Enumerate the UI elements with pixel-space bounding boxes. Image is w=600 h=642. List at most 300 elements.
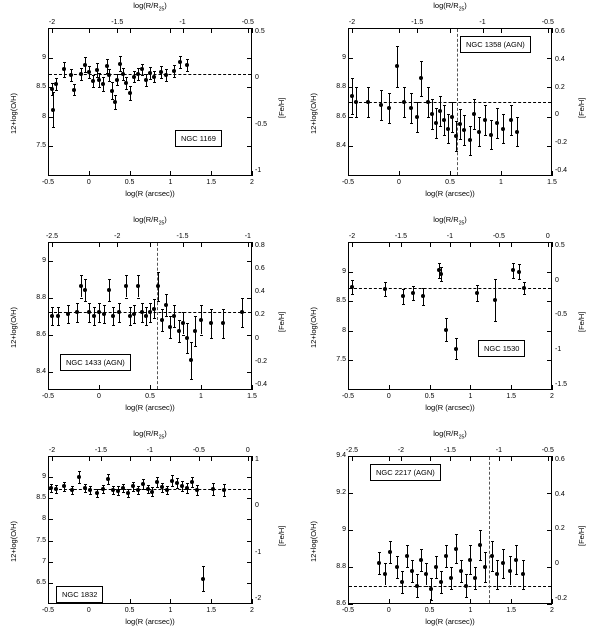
x-top-tick (499, 242, 500, 247)
error-bar-cap (518, 264, 521, 265)
error-bar-cap (80, 68, 83, 69)
error-bar-cap (145, 86, 148, 87)
error-bar-cap (241, 298, 244, 299)
y-tick (48, 477, 53, 478)
error-bar-cap (71, 486, 74, 487)
x-tick (470, 385, 471, 390)
error-bar-cap (473, 129, 476, 130)
error-bar-cap (141, 303, 144, 304)
data-point (459, 569, 463, 573)
plot-area (48, 28, 252, 176)
y-tick (247, 58, 252, 59)
error-bar-cap (171, 475, 174, 476)
y-tick (348, 301, 353, 302)
y-right-tick-label: -1 (255, 167, 262, 174)
error-bar-cap (455, 534, 458, 535)
error-bar-cap (111, 82, 114, 83)
error-bar-cap (186, 71, 189, 72)
y-right-tick-label: 0.4 (255, 288, 265, 296)
error-bar-cap (463, 115, 466, 116)
x-tick (201, 385, 202, 390)
x-tick (348, 242, 349, 247)
error-bar-cap (71, 494, 74, 495)
error-bar-cap (401, 593, 404, 594)
error-bar-cap (402, 289, 405, 290)
error-bar-cap (509, 556, 512, 557)
data-point (97, 78, 101, 82)
error-bar-cap (412, 300, 415, 301)
error-bar-cap (435, 138, 438, 139)
x-tick-label: 2 (550, 393, 554, 400)
y-tick-label: 9.2 (336, 489, 346, 496)
error-bar-cap (119, 56, 122, 57)
error-bar-cap (222, 309, 225, 310)
vertical-reference-line (157, 243, 158, 389)
y-right-tick-label: 0.4 (555, 490, 565, 498)
y-tick (348, 530, 353, 531)
x-top-tick (150, 456, 151, 461)
x-tick (48, 28, 49, 33)
error-bar-cap (416, 597, 419, 598)
x-top-tick (199, 456, 200, 461)
x-top-tick-label: -1 (244, 233, 251, 240)
error-bar-cap (176, 478, 179, 479)
x-tick-label: -0.5 (41, 179, 55, 186)
y-tick (547, 58, 552, 59)
galaxy-label: NGC 2217 (AGN) (370, 464, 441, 481)
y-tick-label: 9 (42, 256, 46, 264)
x-top-tick-label: -2 (397, 447, 405, 454)
error-bar-cap (141, 64, 144, 65)
data-point (509, 118, 513, 122)
error-bar-cap (63, 491, 66, 492)
error-bar-cap (420, 549, 423, 550)
x-top-tick-label: 0 (545, 233, 550, 240)
error-bar-cap (523, 294, 526, 295)
error-bar-cap (455, 338, 458, 339)
data-point (118, 62, 122, 66)
y-tick (348, 456, 353, 457)
y-tick (247, 87, 252, 88)
error-bar-cap (388, 123, 391, 124)
y-tick (547, 331, 552, 332)
x-tick (511, 599, 512, 604)
error-bar-cap (515, 545, 518, 546)
data-point (444, 554, 448, 558)
error-bar-cap (351, 78, 354, 79)
data-point (478, 543, 482, 547)
x-top-tick-label: -2 (48, 447, 56, 454)
error-bar-cap (149, 79, 152, 80)
error-bar-cap (112, 307, 115, 308)
x-top-tick (548, 28, 549, 33)
error-bar-cap (212, 495, 215, 496)
y-right-axis-label: [Fe/H] (577, 97, 586, 118)
data-point (508, 569, 512, 573)
error-bar-cap (223, 484, 226, 485)
x-tick (252, 28, 253, 33)
error-bar-cap (176, 488, 179, 489)
error-bar-cap (443, 135, 446, 136)
error-bar-cap (161, 492, 164, 493)
error-bar-cap (420, 571, 423, 572)
data-point (146, 487, 150, 491)
error-bar-cap (102, 485, 105, 486)
error-bar-cap (133, 305, 136, 306)
x-tick (48, 171, 49, 176)
error-bar-cap (516, 146, 519, 147)
x-tick (170, 456, 171, 461)
error-bar-cap (494, 321, 497, 322)
y-tick-label: 9 (42, 473, 46, 481)
x-top-tick-label: 0 (245, 447, 250, 454)
y-tick (247, 519, 252, 520)
data-point (105, 64, 109, 68)
error-bar-cap (476, 285, 479, 286)
error-bar-cap (165, 316, 168, 317)
x-top-tick-label: -0.5 (541, 447, 554, 454)
x-tick (252, 385, 253, 390)
error-bar-cap (93, 307, 96, 308)
data-point (439, 272, 443, 276)
error-bar-cap (431, 99, 434, 100)
error-bar-cap (443, 105, 446, 106)
y-right-tick-label: 0.8 (255, 241, 265, 249)
error-bar-cap (401, 571, 404, 572)
x-top-tick-label: -1 (479, 19, 486, 26)
x-tick-label: 2 (250, 179, 254, 186)
data-point (110, 89, 114, 93)
error-bar-cap (196, 495, 199, 496)
x-tick (211, 171, 212, 176)
error-bar-cap (89, 486, 92, 487)
error-bar-cap (430, 600, 433, 601)
y-tick (48, 261, 53, 262)
data-point (199, 318, 203, 322)
data-point (495, 572, 499, 576)
data-point (177, 329, 181, 333)
error-bar-cap (161, 331, 164, 332)
x-tick (348, 28, 349, 33)
error-bar-cap (55, 78, 58, 79)
error-bar-cap (133, 71, 136, 72)
x-tick (399, 171, 400, 176)
error-bar-cap (510, 135, 513, 136)
y-tick-label: 7.5 (36, 536, 46, 544)
y-tick (247, 562, 252, 563)
x-tick (48, 599, 49, 604)
error-bar-cap (141, 75, 144, 76)
y-right-tick-label: -0.2 (555, 139, 568, 147)
data-point (185, 63, 189, 67)
y-tick (547, 604, 552, 605)
data-point (72, 88, 76, 92)
error-bar-cap (389, 541, 392, 542)
data-point (152, 307, 156, 311)
y-tick (547, 117, 552, 118)
error-bar-cap (52, 127, 55, 128)
error-bar-cap (194, 346, 197, 347)
error-bar-cap (114, 95, 117, 96)
error-bar-cap (98, 322, 101, 323)
y-right-tick-label: 0 (255, 502, 259, 510)
error-bar-cap (439, 126, 442, 127)
error-bar-cap (107, 484, 110, 485)
error-bar-cap (502, 549, 505, 550)
x-top-tick (548, 242, 549, 247)
x-top-tick-label: -1.5 (394, 233, 407, 240)
error-bar-cap (88, 303, 91, 304)
x-tick (552, 385, 553, 390)
x-tick-label: 1 (199, 393, 203, 400)
data-point (395, 565, 399, 569)
error-bar-cap (212, 483, 215, 484)
y-tick (547, 530, 552, 531)
error-bar-cap (88, 322, 91, 323)
error-bar-cap (132, 491, 135, 492)
data-point (185, 336, 189, 340)
error-bar-cap (165, 294, 168, 295)
error-bar-cap (190, 379, 193, 380)
error-bar-cap (478, 117, 481, 118)
data-point (201, 577, 205, 581)
x-tick-label: 0 (386, 607, 391, 614)
y-tick (547, 272, 552, 273)
error-bar-cap (416, 102, 419, 103)
error-bar-cap (512, 263, 515, 264)
y-tick-label: 8.5 (36, 494, 46, 502)
data-point (501, 127, 505, 131)
error-bar-cap (474, 589, 477, 590)
error-bar-cap (157, 301, 160, 302)
error-bar-cap (384, 586, 387, 587)
x-tick-label: 0 (386, 393, 391, 400)
error-bar-cap (112, 494, 115, 495)
error-bar-cap (396, 46, 399, 47)
vertical-reference-line (489, 457, 490, 603)
y-tick (247, 477, 252, 478)
data-point (454, 547, 458, 551)
data-point (175, 481, 179, 485)
y-tick (348, 604, 353, 605)
x-top-tick-label: -2 (48, 19, 56, 26)
x-top-tick-label: -2 (348, 19, 356, 26)
error-bar-cap (425, 563, 428, 564)
error-bar-cap (125, 298, 128, 299)
error-bar-cap (411, 560, 414, 561)
x-top-tick (117, 28, 118, 33)
error-bar-cap (129, 86, 132, 87)
error-bar-cap (78, 471, 81, 472)
data-point (464, 584, 468, 588)
horizontal-reference-line (349, 288, 551, 289)
y-right-tick-label: 0 (255, 74, 259, 82)
data-point (449, 576, 453, 580)
y-tick (48, 372, 53, 373)
y-tick (48, 146, 53, 147)
error-bar-cap (402, 304, 405, 305)
x-tick-label: 0.5 (445, 179, 455, 186)
x-tick-label: 1.5 (547, 179, 557, 186)
error-bar-cap (431, 129, 434, 130)
error-bar-cap (445, 567, 448, 568)
y-tick (348, 331, 353, 332)
error-bar-cap (156, 477, 159, 478)
error-bar-cap (459, 139, 462, 140)
error-bar-cap (491, 571, 494, 572)
galaxy-label: NGC 1832 (56, 586, 103, 603)
x-top-tick (183, 28, 184, 33)
x-tick-label: 0.5 (145, 393, 155, 400)
x-top-tick (117, 242, 118, 247)
data-point (438, 109, 442, 113)
error-bar-cap (512, 278, 515, 279)
x-tick (450, 28, 451, 33)
x-tick-label: 0.5 (424, 607, 435, 614)
x-top-tick-label: -1.5 (176, 233, 189, 240)
error-bar-cap (435, 108, 438, 109)
error-bar-cap (165, 69, 168, 70)
chart-panel (300, 428, 600, 642)
y-tick-label: 8 (42, 515, 46, 523)
data-point (450, 115, 454, 119)
error-bar-cap (378, 574, 381, 575)
y-tick-label: 9 (42, 53, 46, 61)
data-point (83, 486, 87, 490)
y-right-tick-label: -0.4 (255, 381, 268, 388)
x-tick (511, 385, 512, 390)
x-axis-label: log(R (arcsec)) (125, 617, 175, 626)
x-top-tick (52, 28, 53, 33)
y-tick (348, 58, 353, 59)
x-tick-label: 1 (499, 179, 503, 186)
error-bar-cap (117, 495, 120, 496)
error-bar-cap (384, 282, 387, 283)
y-right-tick-label: 0.2 (555, 83, 565, 91)
error-bar-cap (137, 494, 140, 495)
error-bar-cap (137, 275, 140, 276)
error-bar-cap (355, 117, 358, 118)
error-bar-cap (92, 75, 95, 76)
data-point (211, 487, 215, 491)
chart-panel (300, 214, 600, 428)
error-bar-cap (112, 486, 115, 487)
x-tick-label: 1.5 (206, 607, 217, 614)
error-bar-cap (411, 582, 414, 583)
error-bar-cap (178, 320, 181, 321)
y-tick-label: 8.8 (36, 293, 46, 301)
error-bar-cap (473, 99, 476, 100)
error-bar-cap (137, 298, 140, 299)
x-top-axis-label: $\log(R/R_{25})$ (433, 429, 467, 441)
x-tick-label: 0 (86, 607, 91, 614)
x-top-tick-label: -2.5 (345, 447, 359, 454)
error-bar-cap (484, 135, 487, 136)
x-tick-label: 0.5 (424, 393, 435, 400)
y-tick-label: 9 (342, 267, 346, 275)
x-top-tick-label: -1.5 (443, 447, 456, 454)
x-tick (130, 599, 131, 604)
y-right-tick-label: 0.6 (555, 27, 565, 35)
error-bar-cap (478, 146, 481, 147)
error-bar-cap (173, 305, 176, 306)
error-bar-cap (440, 281, 443, 282)
error-bar-cap (84, 492, 87, 493)
x-top-tick (401, 242, 402, 247)
x-tick-label: -0.5 (341, 393, 355, 400)
error-bar-cap (484, 105, 487, 106)
error-bar-cap (186, 353, 189, 354)
error-bar-cap (396, 578, 399, 579)
y-tick-label: 8 (342, 326, 346, 334)
error-bar-cap (380, 120, 383, 121)
x-tick (211, 599, 212, 604)
error-bar-cap (384, 563, 387, 564)
error-bar-cap (435, 556, 438, 557)
y-tick (348, 567, 353, 568)
data-point (387, 106, 391, 110)
error-bar-cap (55, 90, 58, 91)
x-tick (211, 28, 212, 33)
x-axis-label: log(R (arcsec)) (425, 617, 475, 626)
error-bar-cap (447, 143, 450, 144)
x-top-tick-label: -1 (179, 19, 186, 26)
error-bar-cap (351, 294, 354, 295)
x-tick (211, 456, 212, 461)
data-point (489, 133, 493, 137)
error-bar-cap (469, 126, 472, 127)
error-bar-cap (522, 589, 525, 590)
x-top-tick-label: -1.5 (111, 19, 124, 26)
data-point (446, 127, 450, 131)
error-bar-cap (406, 567, 409, 568)
x-tick (150, 385, 151, 390)
y-right-tick-label: 0.2 (255, 311, 265, 319)
x-top-tick-label: -2 (348, 233, 356, 240)
x-top-axis-label: $\log(R/R_{25})$ (133, 429, 167, 441)
y-tick-label: 7 (42, 557, 46, 565)
error-bar-cap (522, 560, 525, 561)
x-tick (552, 28, 553, 33)
x-tick-label: 0.5 (124, 607, 135, 614)
y-right-tick-label: 0.5 (555, 241, 565, 249)
error-bar-cap (355, 87, 358, 88)
y-tick-label: 9.4 (336, 452, 346, 459)
error-bar-cap (502, 114, 505, 115)
x-top-tick-label: -0.5 (241, 19, 254, 26)
error-bar-cap (494, 279, 497, 280)
error-bar-cap (476, 301, 479, 302)
error-bar-cap (147, 485, 150, 486)
error-bar-cap (98, 73, 101, 74)
error-bar-cap (241, 327, 244, 328)
data-point (439, 580, 443, 584)
x-tick (470, 599, 471, 604)
x-tick (89, 28, 90, 33)
error-bar-cap (412, 286, 415, 287)
error-bar-cap (80, 80, 83, 81)
x-tick (170, 171, 171, 176)
data-point (136, 488, 140, 492)
x-top-tick (248, 242, 249, 247)
error-bar-cap (420, 61, 423, 62)
x-tick (48, 456, 49, 461)
y-tick-label: 7.5 (36, 142, 46, 150)
y-tick (48, 562, 53, 563)
y-right-tick-label: -1 (255, 548, 262, 556)
error-bar-cap (102, 77, 105, 78)
y-tick-label: 8.8 (336, 563, 346, 570)
